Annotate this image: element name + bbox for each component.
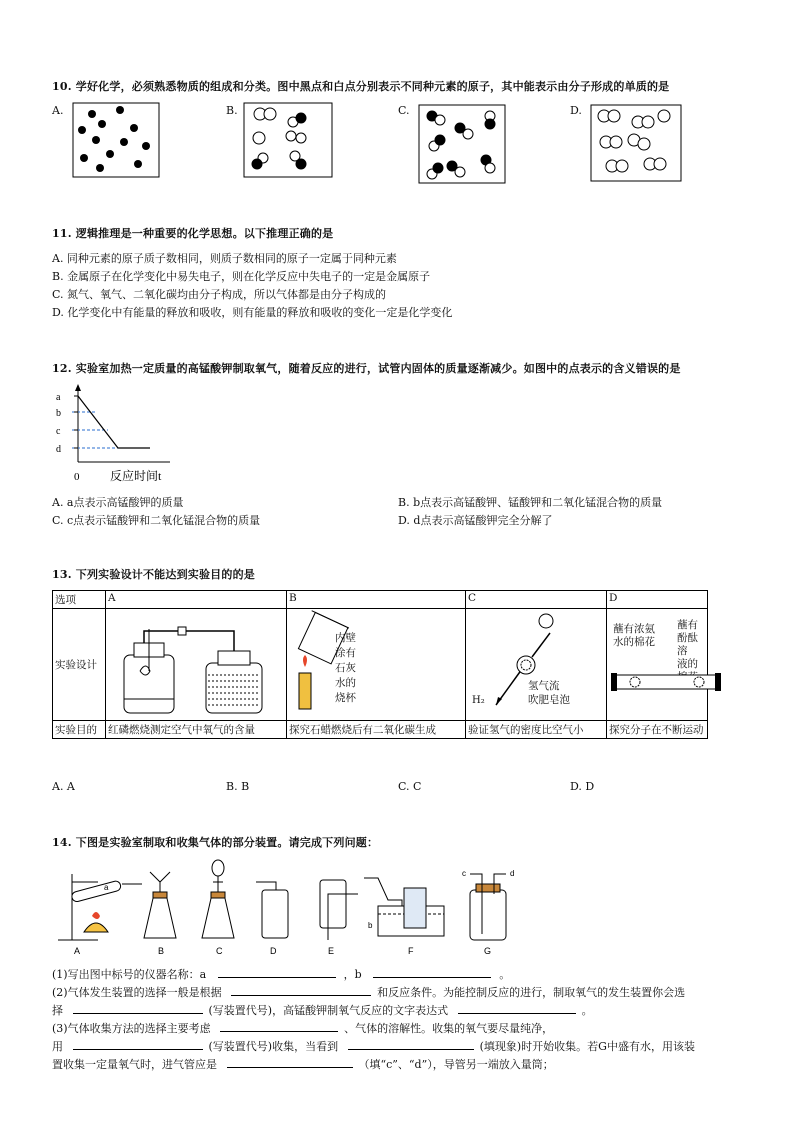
apparatus-label-c: C — [216, 946, 223, 956]
q10-option-b-label: B. — [226, 104, 238, 117]
q11-option-b: B. 金属原子在化学变化中易失电子，则在化学反应中失电子的一定是金属原子 — [52, 270, 431, 283]
q14-title: 14. 下图是实验室制取和收集气体的部分装置。请完成下列问题： — [52, 836, 379, 849]
q14-line4-text-2: 、气体的溶解性。收集的氧气要尽量纯净， — [344, 1022, 554, 1035]
hydrogen-note-2: 吹肥皂泡 — [528, 694, 570, 706]
q14-line3-text-1: 择 — [52, 1004, 63, 1017]
hydrogen-note-1: 氢气流 — [528, 680, 560, 692]
q13-experiment-table — [52, 590, 708, 739]
phenol-note-2: 液的 — [677, 658, 698, 670]
q10-option-c-label: C. — [398, 104, 410, 117]
q14-line5-text-2: (写装置代号)收集，当看到 — [208, 1040, 339, 1053]
q12-option-b: B. b点表示高锰酸钾、锰酸钾和二氧化锰混合物的质量 — [398, 496, 663, 509]
q14-line6-text-1: 置收集一定量氧气时，进气管应是 — [52, 1058, 217, 1071]
q14-apparatus-figure — [58, 854, 528, 958]
q13-option-b: B. B — [226, 780, 250, 793]
q12-option-d: D. d点表示高锰酸钾完全分解了 — [398, 514, 553, 527]
q14-line2-text-2: 和反应条件。为能控制反应的进行，制取氧气的发生装置你会选 — [377, 986, 686, 999]
apparatus-mark-b: b — [368, 921, 373, 930]
graph-label-c: c — [56, 426, 61, 437]
phenol-note-1: 蘸有酚酞溶 — [677, 619, 698, 657]
q11-option-d: D. 化学变化中有能量的释放和吸收，则有能量的释放和吸收的变化一定是化学变化 — [52, 306, 453, 319]
q14-line-3 — [52, 1002, 593, 1018]
hydrogen-label: H₂ — [472, 695, 485, 706]
q13-title: 13. 下列实验设计不能达到实验目的的是 — [52, 568, 255, 581]
answer-blank-generator-choice[interactable] — [73, 1003, 203, 1014]
answer-blank-inlet[interactable] — [227, 1057, 353, 1068]
q13-option-c: C. C — [398, 780, 422, 793]
q14-line-2 — [52, 984, 685, 1000]
q14-line-5 — [52, 1038, 695, 1054]
table-cell-purpose-d: 探究分子在不断运动 — [607, 721, 708, 739]
table-cell-design-b — [287, 609, 466, 721]
table-cell-design-c — [466, 609, 607, 721]
answer-blank-generator-basis[interactable] — [231, 985, 371, 996]
q10-title: 10. 学好化学，必须熟悉物质的组成和分类。图中黑点和白点分别表示不同种元素的原子，其中能表示由分子形成的单质的是 — [52, 80, 670, 93]
answer-blank-phenomenon[interactable] — [348, 1039, 474, 1050]
apparatus-label-e: E — [328, 946, 335, 956]
apparatus-phosphorus-combustion — [106, 609, 282, 717]
q10-option-a-label: A. — [52, 104, 64, 117]
ammonia-note-2: 水的棉花 — [613, 636, 655, 648]
q14-line-1 — [52, 966, 510, 982]
q14-line3-text-3: 。 — [581, 1004, 593, 1017]
q14-line2-text-1: (2)气体发生装置的选择一般是根据 — [52, 986, 222, 999]
answer-blank-a[interactable] — [218, 967, 336, 978]
table-header-option: 选项 — [53, 591, 106, 609]
apparatus-label-g: G — [484, 946, 492, 956]
table-cell-purpose-b: 探究石蜡燃烧后有二氧化碳生成 — [287, 721, 466, 739]
q12-title: 12. 实验室加热一定质量的高锰酸钾制取氧气，随着反应的进行，试管内固体的质量逐渐减少。如图中的点表示的含义错误的是 — [52, 362, 681, 375]
table-header-d: D — [607, 591, 708, 609]
q10-option-d-label: D. — [570, 104, 582, 117]
q12-option-a: A. a点表示高锰酸钾的质量 — [52, 496, 184, 509]
q13-option-d: D. D — [570, 780, 595, 793]
answer-blank-collection-device[interactable] — [73, 1039, 203, 1050]
q14-line4-text-1: (3)气体收集方法的选择主要考虑 — [52, 1022, 211, 1035]
q14-line5-text-1: 用 — [52, 1040, 63, 1053]
graph-label-d: d — [56, 444, 61, 455]
apparatus-mark-a: a — [104, 883, 109, 892]
q10-box-b — [243, 102, 333, 178]
apparatus-label-a: A — [74, 946, 81, 956]
q14-line-6 — [52, 1056, 554, 1072]
apparatus-label-f: F — [408, 946, 414, 956]
q14-line6-text-2: （填“c”、“d”），导管另一端放入量筒； — [358, 1058, 554, 1071]
apparatus-mark-c: c — [462, 869, 466, 878]
table-cell-purpose-a: 红磷燃烧测定空气中氧气的含量 — [106, 721, 287, 739]
graph-label-a: a — [56, 392, 61, 403]
q14-line-4 — [52, 1020, 553, 1036]
q14-line3-text-2: (写装置代号)，高锰酸钾制氧气反应的文字表达式 — [208, 1004, 449, 1017]
beaker-note-3: 石灰 — [335, 662, 356, 674]
apparatus-mark-d: d — [510, 869, 515, 878]
table-row-design-label: 实验设计 — [53, 609, 106, 721]
graph-xlabel: 反应时间t — [110, 469, 162, 483]
q10-box-a — [72, 102, 160, 178]
apparatus-molecule-tube — [611, 663, 721, 703]
q14-line1-text-2: ，b — [343, 968, 362, 981]
q12-option-c: C. c点表示锰酸钾和二氧化锰混合物的质量 — [52, 514, 261, 527]
ammonia-note-1: 蘸有浓氨 — [613, 623, 655, 635]
beaker-note-4: 水的 — [335, 677, 356, 689]
beaker-note-2: 涂有 — [335, 647, 356, 659]
table-row-purpose-label: 实验目的 — [53, 721, 106, 739]
answer-blank-b[interactable] — [373, 967, 491, 978]
q11-option-a: A. 同种元素的原子质子数相同，则质子数相同的原子一定属于同种元素 — [52, 252, 397, 265]
q10-box-c — [418, 104, 506, 184]
answer-blank-equation[interactable] — [458, 1003, 576, 1014]
apparatus-label-b: B — [158, 946, 165, 956]
beaker-note-1: 内壁 — [335, 632, 356, 644]
answer-blank-collection-basis[interactable] — [220, 1021, 338, 1032]
q11-title: 11. 逻辑推理是一种重要的化学思想。以下推理正确的是 — [52, 227, 334, 240]
apparatus-a — [58, 874, 142, 940]
q12-mass-time-graph — [52, 384, 192, 484]
table-header-a: A — [106, 591, 287, 609]
q14-line1-text-3: 。 — [499, 968, 511, 981]
beaker-note-5: 烧杯 — [335, 692, 356, 704]
q13-option-a: A. A — [52, 780, 75, 793]
table-cell-purpose-c: 验证氢气的密度比空气小 — [466, 721, 607, 739]
q14-line1-text-1: (1)写出图中标号的仪器名称：a — [52, 968, 207, 981]
q14-line5-text-3: (填现象)时开始收集。若G中盛有水，用该装 — [479, 1040, 695, 1053]
table-header-c: C — [466, 591, 607, 609]
apparatus-label-d: D — [270, 946, 277, 956]
table-cell-design-d — [607, 609, 708, 721]
graph-label-b: b — [56, 408, 61, 419]
q10-box-d — [590, 104, 682, 182]
table-header-b: B — [287, 591, 466, 609]
table-cell-design-a — [106, 609, 287, 721]
q11-option-c: C. 氮气、氧气、二氧化碳均由分子构成，所以气体都是由分子构成的 — [52, 288, 387, 301]
graph-origin: 0 — [74, 471, 80, 483]
